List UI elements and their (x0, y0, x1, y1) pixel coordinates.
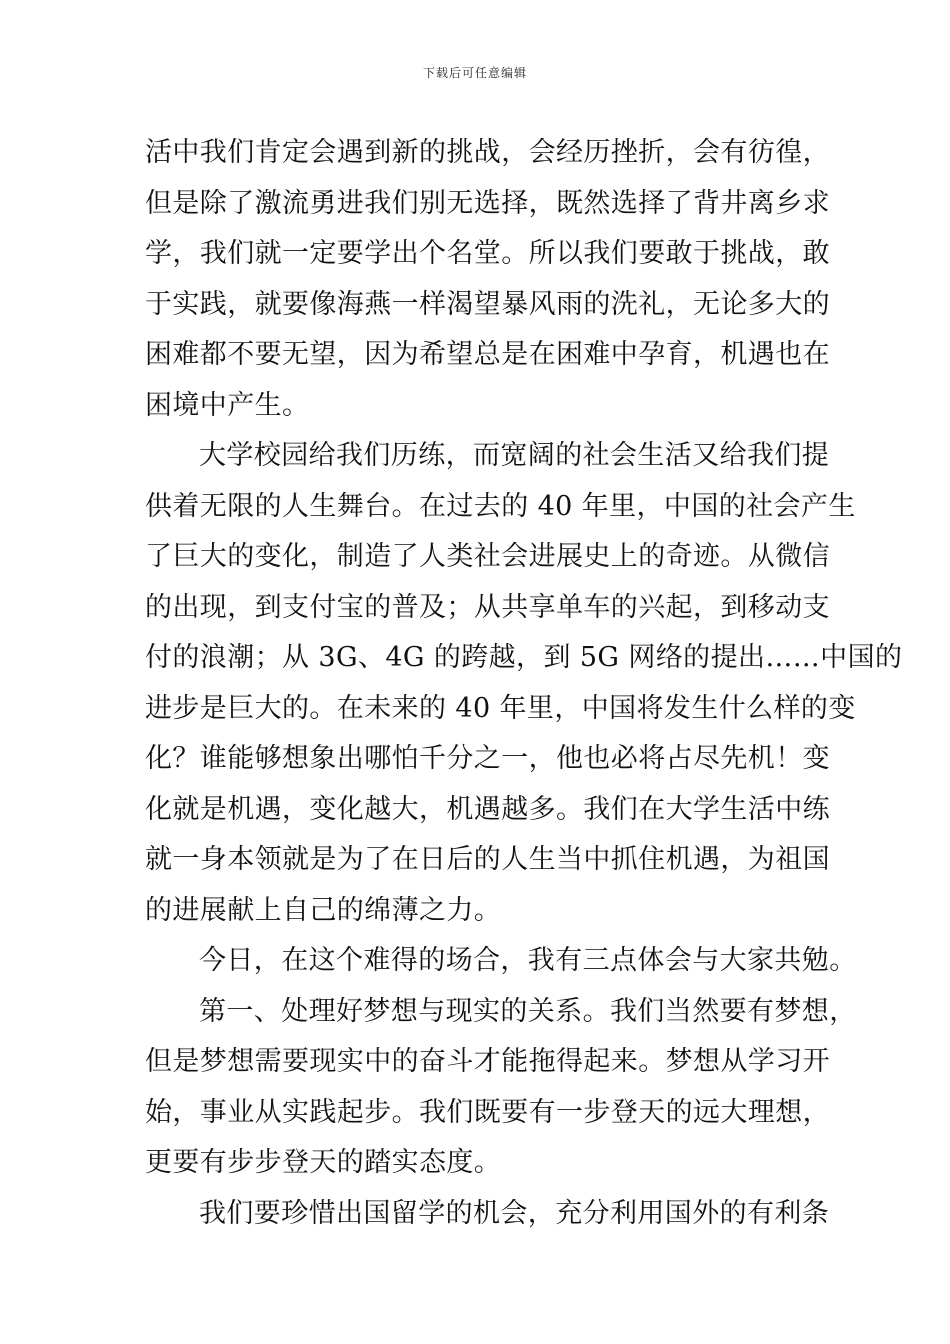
text-line: 始，事业从实践起步。我们既要有一步登天的远大理想， (145, 1096, 830, 1128)
text-line: 学，我们就一定要学出个名堂。所以我们要敢于挑战，敢 (145, 238, 830, 269)
text-line: 活中我们肯定会遇到新的挑战，会经历挫折，会有彷徨， (145, 137, 830, 168)
text-line: 大学校园给我们历练，而宽阔的社会生活又给我们提 (199, 440, 830, 471)
text-line: 更要有步步登天的踏实态度。 (145, 1147, 502, 1178)
text-line: 但是梦想需要现实中的奋斗才能拖得起来。梦想从学习开 (145, 1046, 830, 1077)
text-line: 今日，在这个难得的场合，我有三点体会与大家共勉。 (199, 945, 857, 976)
text-line: 困难都不要无望，因为希望总是在困难中孕育，机遇也在 (145, 339, 830, 370)
text-line: 我们要珍惜出国留学的机会，充分利用国外的有利条 (199, 1197, 830, 1229)
text-line: 的出现，到支付宝的普及；从共享单车的兴起，到移动支 (145, 591, 830, 623)
text-line: 供着无限的人生舞台。在过去的 40 年里，中国的社会产生 (145, 490, 856, 522)
text-line: 于实践，就要像海燕一样渴望暴风雨的洗礼，无论多大的 (145, 288, 830, 320)
document-body (145, 128, 903, 1239)
text-line: 化？谁能够想象出哪怕千分之一，他也必将占尽先机！变 (145, 743, 830, 774)
text-line: 了巨大的变化，制造了人类社会进展史上的奇迹。从微信 (145, 541, 830, 572)
text-line: 困境中产生。 (145, 389, 310, 421)
text-line: 付的浪潮；从 3G、4G 的跨越，到 5G 网络的提出……中国的 (145, 642, 903, 673)
text-line: 的进展献上自己的绵薄之力。 (145, 894, 502, 926)
text-line: 进步是巨大的。在未来的 40 年里，中国将发生什么样的变 (145, 692, 856, 724)
text-line: 化就是机遇，变化越大，机遇越多。我们在大学生活中练 (145, 793, 830, 825)
page-header: 下载后可任意编辑 (422, 66, 527, 80)
text-line: 就一身本领就是为了在日后的人生当中抓住机遇，为祖国 (145, 844, 830, 875)
text-line: 第一、处理好梦想与现实的关系。我们当然要有梦想， (199, 995, 857, 1027)
text-line: 但是除了激流勇进我们别无选择，既然选择了背井离乡求 (145, 187, 830, 219)
